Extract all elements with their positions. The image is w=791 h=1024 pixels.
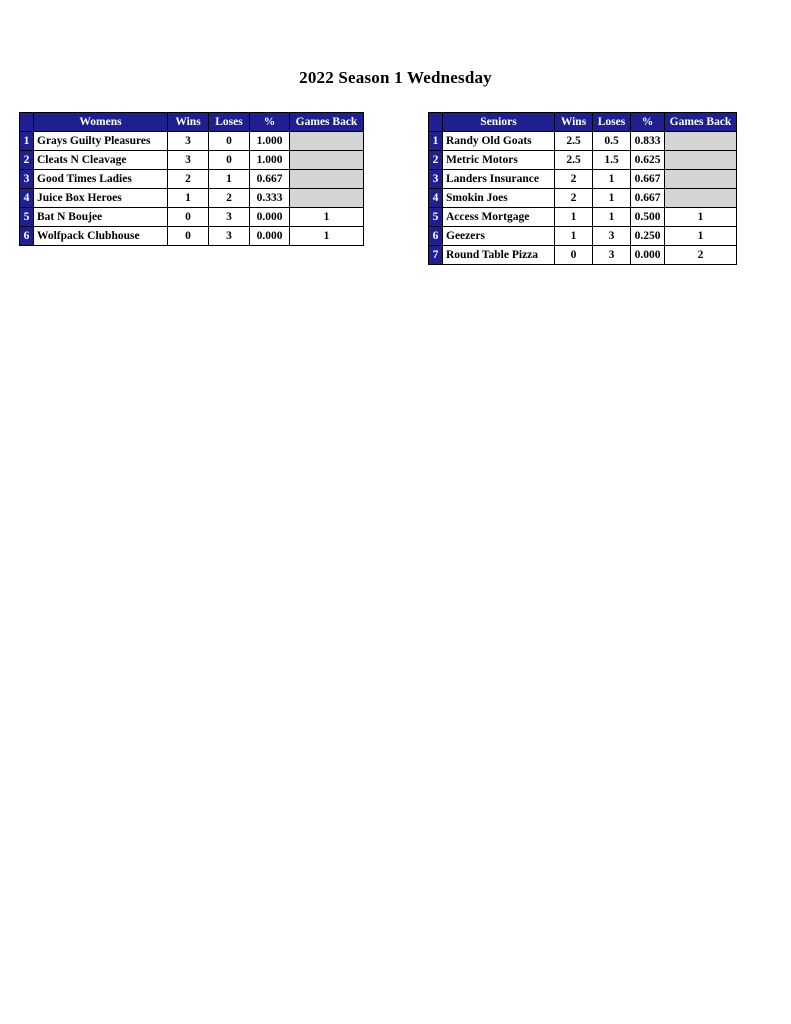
cell-games-back [665, 189, 737, 208]
cell-team: Juice Box Heroes [34, 189, 168, 208]
cell-loses: 3 [593, 246, 631, 265]
column-header-rank [429, 113, 443, 132]
womens-standings-table [19, 112, 364, 246]
table-header [429, 113, 737, 132]
cell-team: Access Mortgage [443, 208, 555, 227]
table-row [429, 246, 737, 265]
cell-team: Landers Insurance [443, 170, 555, 189]
table-row [20, 227, 364, 246]
cell-loses: 2 [209, 189, 250, 208]
cell-pct: 0.000 [250, 227, 290, 246]
cell-games-back [665, 170, 737, 189]
cell-loses: 1 [593, 208, 631, 227]
cell-wins: 0 [168, 208, 209, 227]
cell-team: Bat N Boujee [34, 208, 168, 227]
cell-games-back [290, 170, 364, 189]
cell-team: Wolfpack Clubhouse [34, 227, 168, 246]
table-header [20, 113, 364, 132]
cell-pct: 0.500 [631, 208, 665, 227]
table-row [429, 170, 737, 189]
cell-pct: 0.667 [631, 170, 665, 189]
cell-team: Round Table Pizza [443, 246, 555, 265]
table-row [20, 151, 364, 170]
table-body [429, 132, 737, 265]
table-row [429, 132, 737, 151]
cell-rank: 1 [429, 132, 443, 151]
cell-rank: 2 [429, 151, 443, 170]
seniors-standings-table [428, 112, 737, 265]
cell-rank: 6 [429, 227, 443, 246]
table-row [20, 132, 364, 151]
cell-wins: 3 [168, 151, 209, 170]
cell-team: Geezers [443, 227, 555, 246]
cell-pct: 1.000 [250, 151, 290, 170]
table-row [20, 208, 364, 227]
cell-games-back: 1 [665, 208, 737, 227]
cell-games-back: 1 [290, 208, 364, 227]
cell-team: Cleats N Cleavage [34, 151, 168, 170]
cell-rank: 4 [429, 189, 443, 208]
column-header-team: Seniors [443, 113, 555, 132]
page-title: 2022 Season 1 Wednesday [299, 68, 492, 87]
cell-loses: 0 [209, 151, 250, 170]
cell-wins: 1 [168, 189, 209, 208]
cell-wins: 3 [168, 132, 209, 151]
table-row [429, 151, 737, 170]
cell-loses: 3 [593, 227, 631, 246]
cell-pct: 0.000 [250, 208, 290, 227]
cell-rank: 2 [20, 151, 34, 170]
cell-pct: 0.833 [631, 132, 665, 151]
header-row [20, 113, 364, 132]
cell-loses: 0 [209, 132, 250, 151]
standings-tables-container [0, 112, 791, 312]
column-header-loses: Loses [593, 113, 631, 132]
cell-games-back [665, 151, 737, 170]
cell-pct: 1.000 [250, 132, 290, 151]
column-header-games-back: Games Back [290, 113, 364, 132]
column-header-wins: Wins [555, 113, 593, 132]
cell-games-back: 1 [665, 227, 737, 246]
cell-games-back [290, 132, 364, 151]
column-header-pct: % [250, 113, 290, 132]
cell-wins: 0 [555, 246, 593, 265]
cell-games-back [665, 132, 737, 151]
cell-pct: 0.667 [631, 189, 665, 208]
cell-team: Grays Guilty Pleasures [34, 132, 168, 151]
column-header-wins: Wins [168, 113, 209, 132]
cell-rank: 6 [20, 227, 34, 246]
cell-loses: 1.5 [593, 151, 631, 170]
cell-wins: 1 [555, 208, 593, 227]
column-header-pct: % [631, 113, 665, 132]
cell-pct: 0.625 [631, 151, 665, 170]
cell-rank: 1 [20, 132, 34, 151]
cell-games-back: 1 [290, 227, 364, 246]
cell-wins: 0 [168, 227, 209, 246]
table-row [20, 189, 364, 208]
cell-wins: 2 [555, 189, 593, 208]
header-row [429, 113, 737, 132]
cell-pct: 0.250 [631, 227, 665, 246]
cell-pct: 0.667 [250, 170, 290, 189]
table-row [429, 227, 737, 246]
cell-wins: 2 [168, 170, 209, 189]
table-row [429, 208, 737, 227]
cell-games-back [290, 151, 364, 170]
cell-pct: 0.333 [250, 189, 290, 208]
cell-rank: 5 [429, 208, 443, 227]
table-row [429, 189, 737, 208]
cell-pct: 0.000 [631, 246, 665, 265]
cell-wins: 2.5 [555, 132, 593, 151]
cell-rank: 5 [20, 208, 34, 227]
column-header-team: Womens [34, 113, 168, 132]
cell-rank: 3 [20, 170, 34, 189]
cell-wins: 2.5 [555, 151, 593, 170]
table-body [20, 132, 364, 246]
cell-team: Good Times Ladies [34, 170, 168, 189]
column-header-rank [20, 113, 34, 132]
cell-loses: 3 [209, 208, 250, 227]
column-header-games-back: Games Back [665, 113, 737, 132]
cell-loses: 0.5 [593, 132, 631, 151]
cell-loses: 1 [593, 170, 631, 189]
cell-team: Smokin Joes [443, 189, 555, 208]
cell-wins: 2 [555, 170, 593, 189]
cell-loses: 3 [209, 227, 250, 246]
column-header-loses: Loses [209, 113, 250, 132]
cell-rank: 4 [20, 189, 34, 208]
cell-team: Randy Old Goats [443, 132, 555, 151]
cell-loses: 1 [209, 170, 250, 189]
cell-rank: 7 [429, 246, 443, 265]
table-row [20, 170, 364, 189]
cell-rank: 3 [429, 170, 443, 189]
cell-team: Metric Motors [443, 151, 555, 170]
cell-loses: 1 [593, 189, 631, 208]
cell-games-back: 2 [665, 246, 737, 265]
cell-games-back [290, 189, 364, 208]
cell-wins: 1 [555, 227, 593, 246]
